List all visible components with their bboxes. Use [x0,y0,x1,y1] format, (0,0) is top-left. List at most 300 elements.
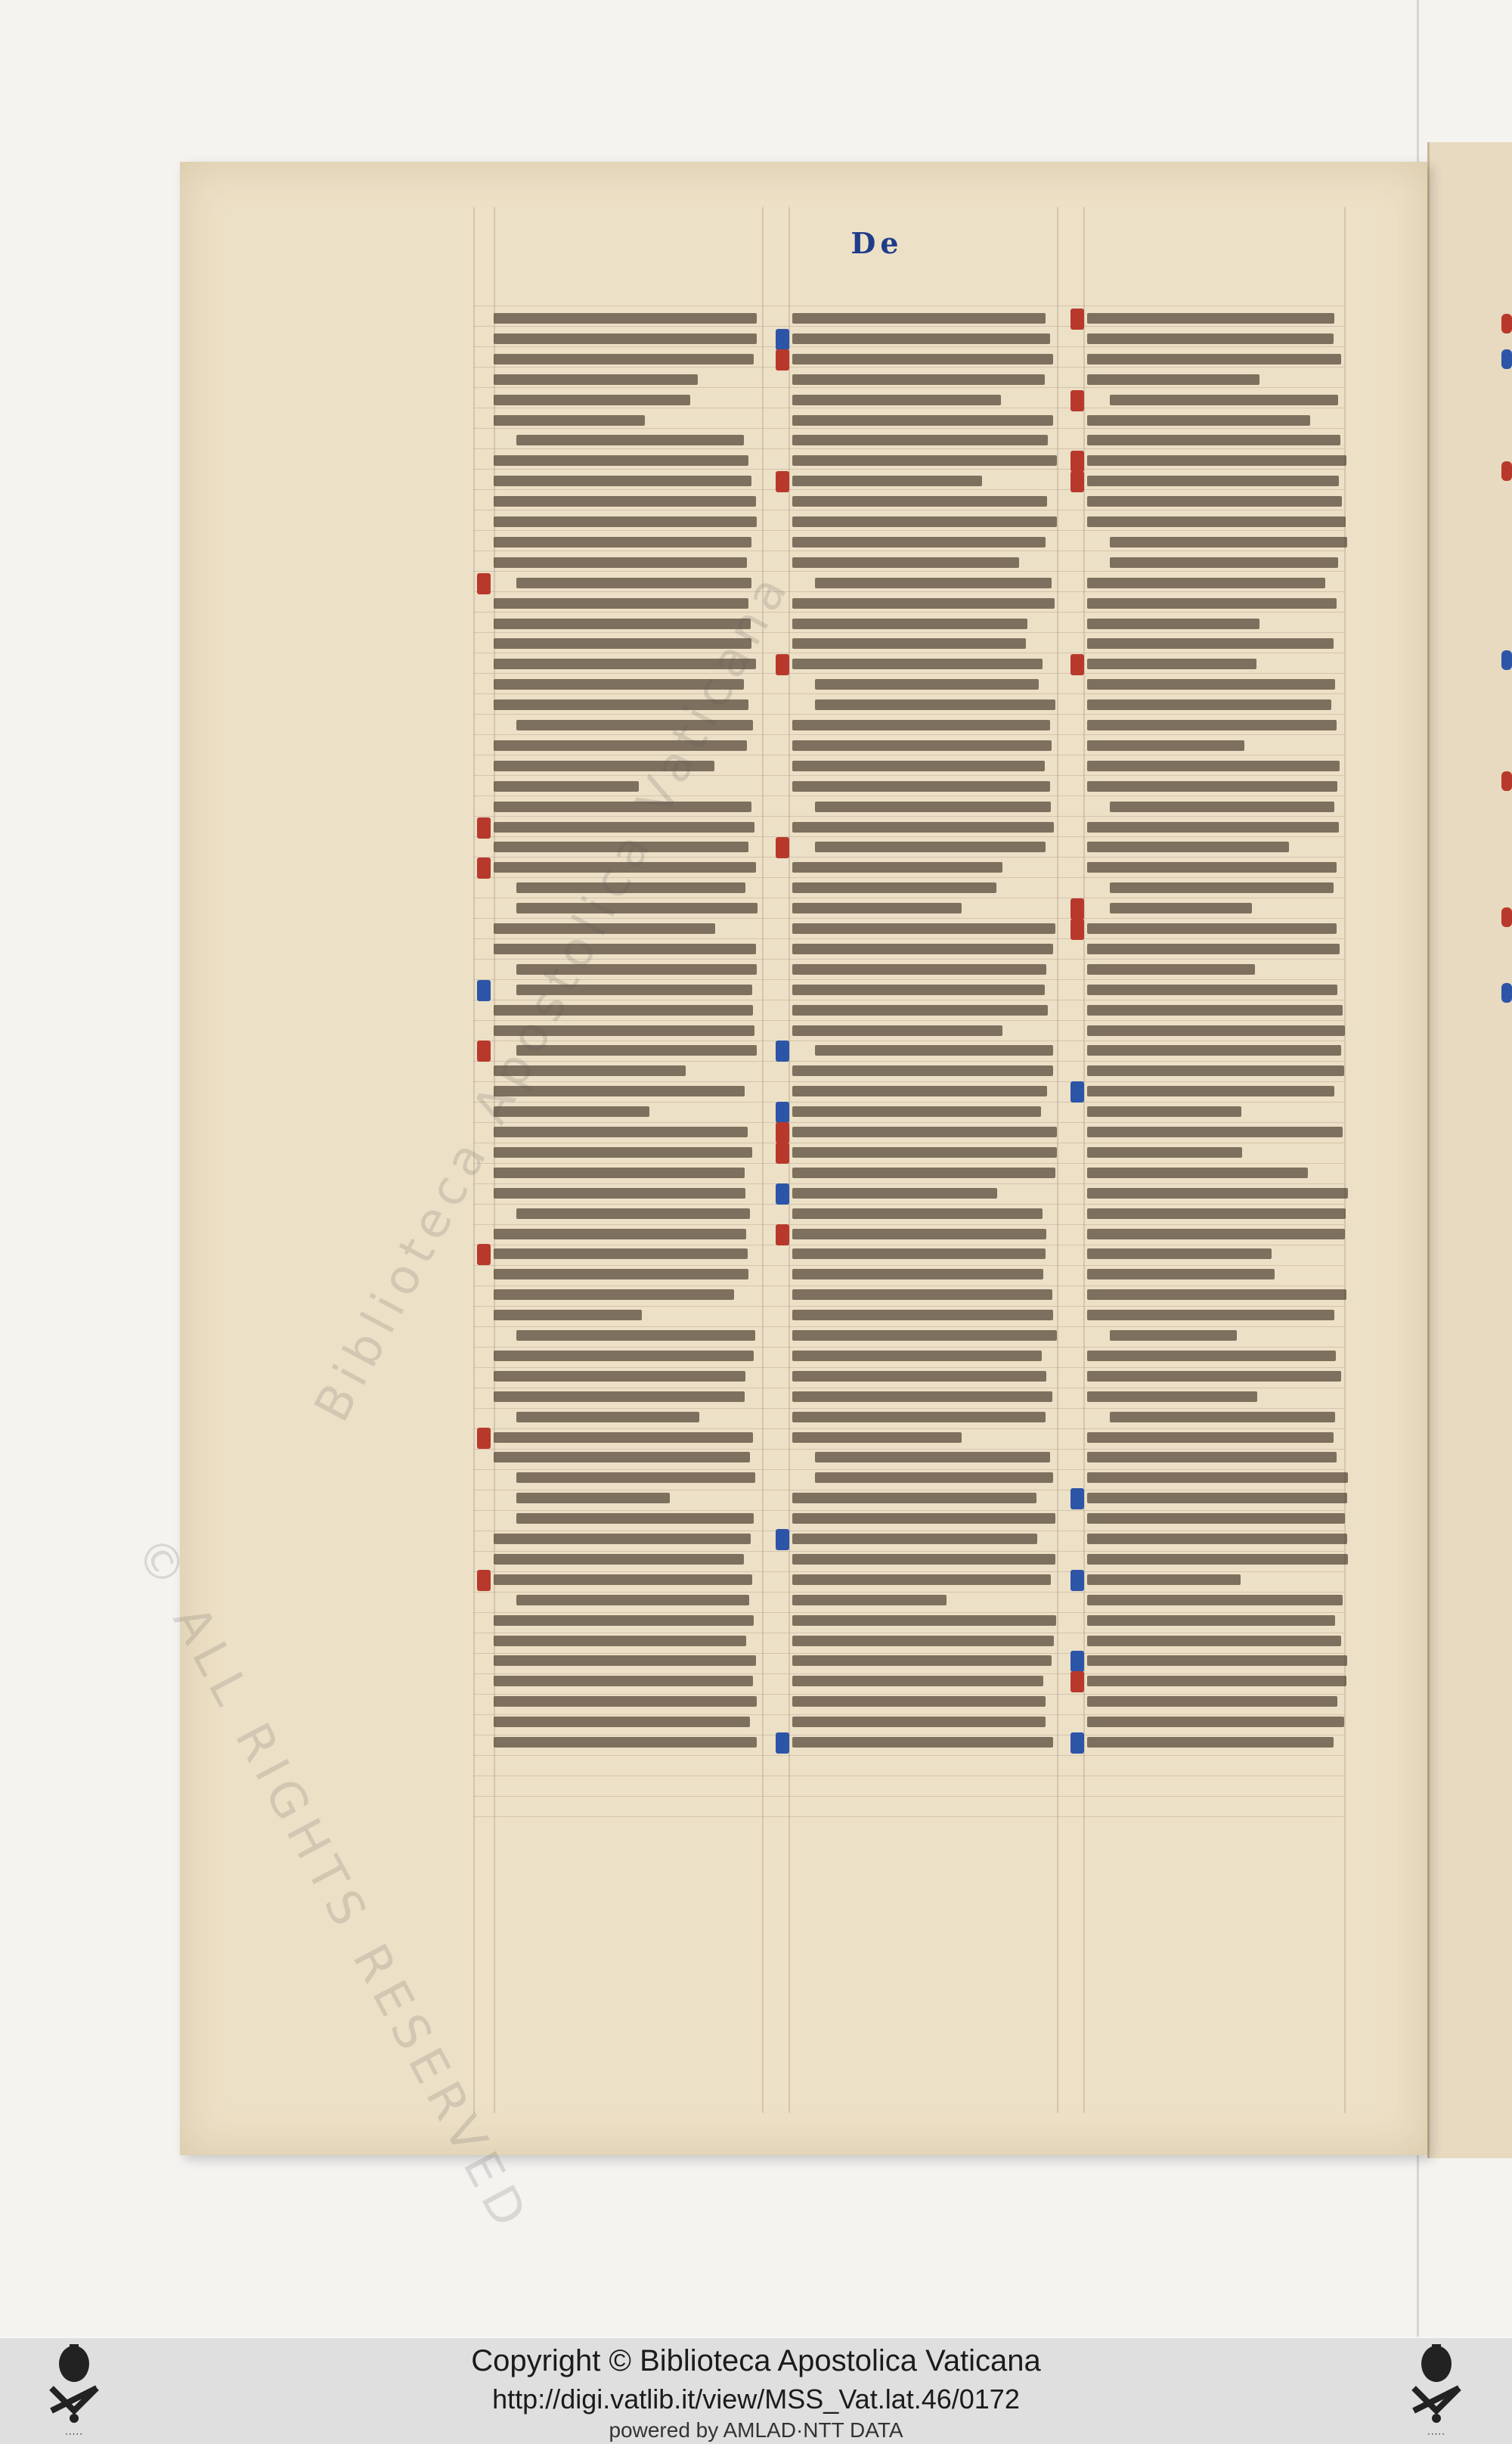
text-line [792,740,1052,751]
text-line [494,761,714,771]
text-line [792,761,1045,771]
rubric-initial [477,817,491,839]
text-line [494,496,756,507]
facing-page-initial [1501,461,1512,481]
text-line [792,1574,1051,1585]
text-line [1087,822,1339,833]
text-line [1087,985,1337,995]
facing-page-initial [1501,314,1512,333]
text-line [494,1452,750,1462]
ruling-line [473,1265,1344,1266]
text-line [792,1655,1052,1666]
text-line [792,619,1027,629]
text-line [516,985,752,995]
text-line [494,1655,756,1666]
rubric-initial [776,1102,789,1123]
text-line [1087,1615,1335,1626]
text-line [494,1391,745,1402]
ruling-line [1083,207,1085,2113]
text-line [494,1106,649,1117]
text-line [792,1676,1043,1686]
facing-page-initial [1501,650,1512,670]
text-line [1087,1168,1308,1178]
rubric-initial [1070,654,1084,675]
text-line [1087,781,1337,792]
text-line [494,354,754,364]
rubric-initial [776,329,789,350]
text-line [792,638,1026,649]
text-line [792,903,962,913]
text-line [792,1147,1057,1158]
ruling-line [473,367,1344,368]
text-line [1087,1310,1334,1320]
text-line [1087,1289,1346,1300]
text-line [1087,1432,1334,1443]
text-line [494,1269,748,1279]
text-line [1087,740,1244,751]
text-line [1087,1351,1336,1361]
ruling-line [473,1653,1344,1654]
text-line [494,537,751,547]
text-line [792,1248,1046,1259]
ruling-line [473,1122,1344,1123]
text-line [1087,313,1334,324]
text-line [494,1676,753,1686]
rubric-initial [776,471,789,492]
text-line [494,395,690,405]
text-line [815,578,1052,588]
text-line [792,1208,1043,1219]
text-line [494,1534,751,1544]
text-line [494,1229,746,1239]
ruling-line [473,530,1344,531]
text-line [792,862,1002,873]
text-line [494,1127,748,1137]
text-line [1087,415,1310,426]
text-line [1087,659,1256,669]
ruling-line [473,1183,1344,1184]
ruling-line [473,1081,1344,1082]
text-line [494,638,751,649]
text-line [494,557,747,568]
rubric-initial [477,1428,491,1449]
text-line [792,944,1053,954]
facing-page-initial [1501,983,1512,1003]
copyright-text: Copyright © Biblioteca Apostolica Vaticana [471,2344,1041,2377]
text-line [516,578,751,588]
text-line [792,882,996,893]
text-line [815,842,1046,852]
rubric-initial [1070,1732,1084,1754]
ruling-line [473,448,1344,449]
text-line [1087,578,1325,588]
text-line [1087,1005,1343,1016]
rubric-initial [477,1041,491,1062]
text-line [494,699,748,710]
ruling-line [473,877,1344,878]
text-line [815,1472,1053,1483]
ruling-line [473,816,1344,817]
text-line [1087,1513,1345,1524]
ruling-line [473,1204,1344,1205]
text-line [792,964,1046,975]
rubric-initial [477,1570,491,1591]
text-line [516,435,744,445]
text-line [792,1127,1057,1137]
rubric-initial [1070,1570,1084,1591]
text-line [494,1025,754,1036]
text-line [1087,496,1342,507]
text-line [1087,1534,1347,1544]
text-line [1087,1493,1347,1503]
text-line [494,802,751,812]
ruling-line [473,1694,1344,1695]
ruling-line [473,979,1344,980]
rubric-initial [1070,898,1084,920]
ruling-line [473,836,1344,837]
text-line [1087,333,1334,344]
text-line [815,802,1051,812]
ruling-line [473,469,1344,470]
text-line [1087,923,1337,934]
rubric-initial [1070,919,1084,940]
text-line [494,1554,744,1565]
text-line [494,313,757,324]
text-line [516,1595,749,1605]
text-line [792,781,1050,792]
text-line [1087,862,1337,873]
text-line [792,415,1053,426]
rubric-initial [776,1143,789,1164]
text-line [516,1045,757,1056]
text-line [1087,1147,1242,1158]
text-line [494,1168,745,1178]
ruling-line [473,612,1344,613]
text-line [494,740,747,751]
text-line [494,1065,686,1076]
text-line [494,1351,754,1361]
text-line [792,333,1050,344]
ruling-line [473,632,1344,633]
text-line [792,1351,1042,1361]
text-line [494,1005,753,1016]
text-line [494,822,754,833]
text-line [792,923,1055,934]
text-line [1087,761,1340,771]
text-line [792,822,1054,833]
text-line [792,1065,1053,1076]
ruling-line [473,489,1344,490]
rubric-initial [776,349,789,371]
text-line [494,455,748,466]
ruling-line [473,775,1344,776]
text-line [494,1717,750,1727]
text-line [1087,1208,1346,1219]
text-line [1087,1127,1343,1137]
papal-seal-icon [1376,2343,1497,2426]
text-line [1087,1737,1334,1748]
text-line [494,598,748,609]
ruling-line [473,1592,1344,1593]
text-line [1087,598,1337,609]
rubric-initial [1070,1081,1084,1103]
rubric-initial [776,1183,789,1205]
text-line [792,395,1001,405]
text-line [1110,395,1338,405]
text-line [494,781,639,792]
text-line [516,1472,755,1483]
ruling-line [473,1428,1344,1429]
ruling-line [1344,207,1346,2113]
text-line [792,1534,1037,1544]
text-line [494,1310,642,1320]
rubric-initial [1070,309,1084,330]
text-line [1087,1229,1345,1239]
text-line [494,1636,746,1646]
text-line [516,720,753,730]
ruling-line [473,1755,1344,1756]
rubric-initial [776,1529,789,1550]
text-line [1087,1676,1346,1686]
text-line [792,1554,1055,1565]
ruling-line [473,1612,1344,1613]
text-line [516,1412,699,1422]
text-line [792,1106,1041,1117]
text-line [494,1432,753,1443]
ruling-line [473,207,475,2113]
ruling-line [473,1061,1344,1062]
papal-seal-icon [1376,2343,1497,2441]
text-line [1087,435,1340,445]
source-url[interactable]: http://digi.vatlib.it/view/MSS_Vat.lat.46/0172 [492,2384,1020,2415]
text-line [792,354,1053,364]
text-line [1087,842,1289,852]
ruling-line [473,1510,1344,1511]
rubric-initial [477,1244,491,1265]
ruling-line [473,693,1344,694]
text-line [792,598,1055,609]
text-line [792,1025,1002,1036]
text-line [1087,1554,1348,1565]
text-line [792,557,1019,568]
text-line [792,1412,1046,1422]
text-line [494,1696,757,1707]
text-line [792,985,1045,995]
text-line [1087,720,1337,730]
text-line [494,1574,752,1585]
text-line [494,1086,745,1096]
text-line [792,1269,1043,1279]
text-line [494,1147,752,1158]
ruling-line [473,1571,1344,1572]
ruling-line [473,1673,1344,1674]
text-line [494,476,751,486]
text-line [1110,537,1347,547]
ruling-line [473,1102,1344,1103]
text-line [792,1595,947,1605]
rubric-initial [1070,451,1084,472]
rubric-initial [477,858,491,879]
text-line [792,1696,1046,1707]
text-line [792,1371,1046,1382]
ruling-line [473,346,1344,347]
text-line [792,1310,1053,1320]
text-line [792,435,1048,445]
text-line [1087,964,1255,975]
ruling-line [473,1347,1344,1348]
rubric-initial [477,573,491,594]
ruling-line [473,1469,1344,1470]
text-line [1110,903,1252,913]
text-line [494,842,748,852]
text-line [494,1188,745,1199]
text-line [494,679,744,690]
text-line [1087,354,1341,364]
text-line [792,1493,1036,1503]
text-line [516,964,757,975]
ruling-line [473,1449,1344,1450]
text-line [792,374,1045,385]
manuscript-folio [180,162,1427,2155]
rubric-initial [1070,1488,1084,1509]
text-line [1087,455,1346,466]
seal-caption-icon: ····· [64,2429,84,2439]
text-line [792,476,982,486]
text-line [792,1391,1052,1402]
ruling-line [473,1796,1344,1797]
ruling-line [473,1551,1344,1552]
papal-seal-icon [14,2343,135,2426]
ruling-line [473,387,1344,388]
ruling-line [473,1367,1344,1368]
text-line [792,1432,962,1443]
text-line [792,496,1047,507]
text-line [815,699,1055,710]
running-header [832,227,922,260]
text-line [1087,1452,1337,1462]
text-line [1087,1025,1345,1036]
text-line [1087,1696,1337,1707]
text-line [1087,1595,1343,1605]
text-line [1087,1269,1275,1279]
text-line [494,1248,748,1259]
rubric-initial [1070,1671,1084,1692]
text-line [494,659,756,669]
rubric-initial [1070,471,1084,492]
running-header-text: De [850,226,903,260]
ruling-line [473,1224,1344,1225]
text-line [792,1636,1054,1646]
text-line [1110,557,1338,568]
text-line [1087,1045,1341,1056]
text-line [516,1330,755,1341]
text-line [792,1086,1047,1096]
ruling-line [473,1306,1344,1307]
text-line [1087,1086,1334,1096]
text-line [516,1513,754,1524]
rubric-initial [776,1224,789,1245]
text-line [494,1289,734,1300]
text-line [494,944,756,954]
text-line [792,1513,1055,1524]
text-line [792,1005,1048,1016]
text-line [792,659,1043,669]
facing-page-initial [1501,349,1512,369]
text-line [792,537,1046,547]
ruling-line [473,857,1344,858]
text-line [1110,802,1334,812]
text-line [494,619,751,629]
ruling-line [473,1326,1344,1327]
text-line [1087,374,1259,385]
ruling-line [1057,207,1058,2113]
text-line [516,1493,670,1503]
text-line [815,1452,1050,1462]
text-line [792,516,1057,527]
text-line [1087,476,1339,486]
text-line [792,1615,1056,1626]
text-line [792,1188,997,1199]
text-line [1087,1636,1341,1646]
papal-seal-icon [14,2343,135,2441]
text-line [815,679,1039,690]
ruling-line [473,734,1344,735]
text-line [494,516,757,527]
text-line [792,1717,1046,1727]
text-line [792,313,1046,324]
ruling-line [473,591,1344,592]
ruling-line [473,1163,1344,1164]
text-line [1110,1412,1335,1422]
text-line [792,455,1057,466]
rubric-initial [776,837,789,858]
text-line [516,882,745,893]
text-line [494,923,715,934]
ruling-line [473,1816,1344,1817]
text-line [1087,619,1259,629]
facing-page-initial [1501,907,1512,927]
ruling-line [473,918,1344,919]
text-line [494,1615,754,1626]
text-line [494,415,645,426]
rubric-initial [776,1041,789,1062]
text-line [1087,1391,1257,1402]
text-line [792,1737,1053,1748]
rubric-initial [776,1732,789,1754]
text-line [1087,1655,1347,1666]
text-line [1087,1717,1344,1727]
text-line [516,903,758,913]
text-line [1087,1574,1241,1585]
text-line [494,333,757,344]
rubric-initial [1070,1651,1084,1672]
text-line [1087,638,1334,649]
text-line [792,1229,1046,1239]
text-line [1087,1248,1272,1259]
text-line [815,1045,1053,1056]
rubric-initial [776,654,789,675]
ruling-line [473,938,1344,939]
text-line [792,1330,1057,1341]
text-line [792,1168,1055,1178]
footer-bar [0,2338,1512,2444]
text-line [1087,1106,1241,1117]
text-line [1087,1371,1341,1382]
text-line [1110,1330,1237,1341]
rubric-initial [1070,390,1084,411]
ruling-line [762,207,764,2113]
facing-page-initial [1501,771,1512,791]
